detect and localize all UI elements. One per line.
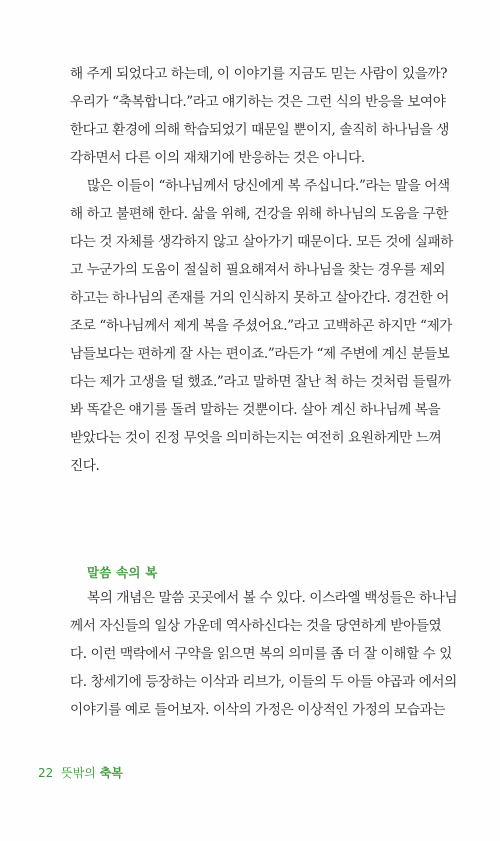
paragraph-line: 해 하고 불편해 한다. 삶을 위해, 건강을 위해 하나님의 도움을 구한 (70, 206, 449, 222)
paragraph-line: 우리가 “축복합니다.”라고 얘기하는 것은 그런 식의 반응을 보여야 (70, 94, 446, 110)
paragraph-line: 봐 똑같은 얘기를 돌려 말하는 것뿐이다. 살아 계신 하나님께 복을 (70, 402, 441, 418)
paragraph-line: 남들보다는 편하게 잘 사는 편이죠.”라든가 “제 주변에 계신 분들보 (70, 346, 450, 362)
paragraph-line: 다. 창세기에 등장하는 이삭과 리브가, 이들의 두 아들 야곱과 에서의 (70, 674, 457, 690)
paragraph-line: 받았다는 것이 진정 무엇을 의미하는지는 여전히 요원하게만 느껴 (70, 430, 442, 446)
book-title-strong: 축복 (99, 766, 123, 780)
paragraph-line: 많은 이들이 “하나님께서 당신에게 복 주십니다.”라는 말을 어색 (87, 178, 450, 194)
paragraph-line: 복의 개념은 말씀 곳곳에서 볼 수 있다. 이스라엘 백성들은 하나님 (87, 590, 458, 606)
paragraph-line: 께서 자신들의 일상 가운데 역사하신다는 것을 당연하게 받아들였 (70, 618, 442, 634)
paragraph-line: 해 주게 되었다고 하는데, 이 이야기를 지금도 믿는 사람이 있을까? (70, 66, 448, 82)
paragraph-line: 진다. (70, 458, 100, 474)
paragraph-line: 한다고 환경에 의해 학습되었기 때문일 뿐이지, 솔직히 하나님을 생 (70, 122, 450, 138)
paragraph-2 (70, 172, 470, 480)
paragraph-1 (70, 60, 470, 172)
paragraph-line: 각하면서 다른 이의 재채기에 반응하는 것은 아니다. (70, 150, 365, 166)
paragraph-line: 하고는 하나님의 존재를 거의 인식하지 못하고 살아간다. 경건한 어 (70, 290, 450, 306)
paragraph-line: 이야기를 예로 들어보자. 이삭의 가정은 이상적인 가정의 모습과는 (70, 702, 446, 718)
paragraph-line: 고 누군가의 도움이 절실히 필요해져서 하나님을 찾는 경우를 제외 (70, 262, 446, 278)
paragraph-line: 조로 “하나님께서 제게 복을 주셨어요.”라고 고백하곤 하지만 “제가 (70, 318, 453, 334)
paragraph-line: 다. 이런 맥락에서 구약을 읽으면 복의 의미를 좀 더 잘 이해할 수 있 (70, 646, 452, 662)
book-title-plain: 뜻밖의 (61, 766, 96, 780)
section-heading: 말씀 속의 복 (87, 565, 158, 580)
page-number: 22 (38, 766, 54, 780)
paragraph-line: 다는 것 자체를 생각하지 않고 살아가기 때문이다. 모든 것에 실패하 (70, 234, 453, 250)
page-footer (38, 764, 123, 781)
paragraph-line: 다는 제가 고생을 덜 했죠.”라고 말하면 잘난 척 하는 것처럼 들릴까 (70, 374, 451, 390)
paragraph-3 (70, 584, 470, 724)
